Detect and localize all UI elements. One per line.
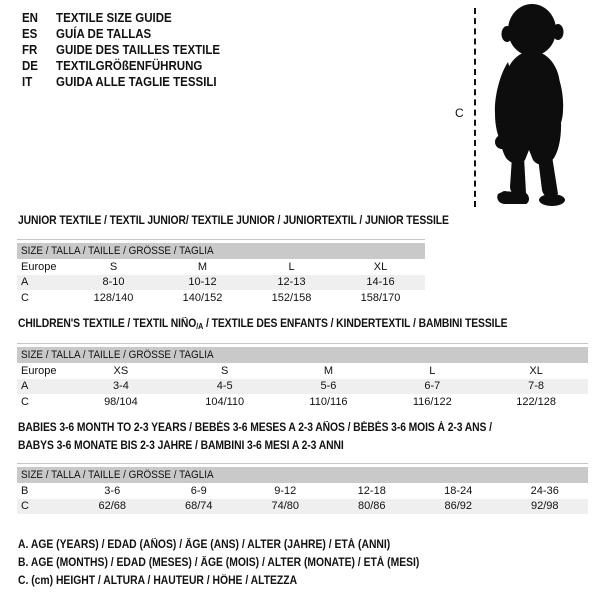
language-code: EN: [22, 11, 38, 25]
table-row-months: [17, 483, 588, 499]
height-cell: 140/152: [182, 291, 223, 304]
table-row-height: [17, 290, 425, 306]
height-cell: 158/170: [360, 291, 401, 304]
height-measure-label: C: [455, 106, 464, 120]
size-header-label: SIZE / TALLA / TAILLE / GRÖSSE / TAGLIA: [21, 469, 214, 481]
size-cell: S: [221, 364, 229, 377]
age-cell: 8-10: [102, 276, 125, 289]
size-header-label: SIZE / TALLA / TAILLE / GRÖSSE / TAGLIA: [21, 349, 214, 361]
row-label: A: [21, 380, 29, 393]
size-cell: XL: [373, 260, 388, 273]
babies-size-table: [17, 463, 588, 514]
height-cell: 74/80: [271, 500, 300, 513]
size-cell: S: [109, 260, 118, 273]
size-cell: L: [429, 364, 436, 377]
row-label: A: [21, 276, 29, 289]
table-row-height: [17, 394, 588, 410]
height-cell: 86/92: [444, 500, 473, 513]
children-title-sub: /A: [196, 322, 204, 331]
table-top-rule: [17, 463, 588, 464]
junior-table-grid: [17, 259, 425, 306]
note-age-years: A. AGE (YEARS) / EDAD (AÑOS) / ÂGE (ANS) / ALTER (JAHRE) / ETÀ (ANNI): [18, 539, 391, 551]
language-row: [22, 26, 220, 42]
children-title-pre: CHILDREN'S TEXTILE / TEXTIL NIÑO: [18, 318, 197, 330]
height-cell: 62/68: [98, 500, 127, 513]
size-header-bar: [17, 243, 425, 259]
table-top-rule: [17, 239, 425, 240]
months-cell: 9-12: [274, 484, 297, 497]
language-title: TEXTILE SIZE GUIDE: [56, 11, 172, 25]
language-title: GUIDA ALLE TAGLIE TESSILI: [56, 75, 217, 89]
age-cell: 5-6: [320, 380, 337, 393]
children-section-title: [18, 318, 508, 331]
language-list: [22, 10, 237, 90]
months-cell: 3-6: [104, 484, 121, 497]
babies-section-title: [18, 420, 492, 455]
children-table-grid: [17, 363, 588, 410]
language-code: DE: [22, 59, 38, 73]
row-label: B: [21, 484, 29, 497]
row-label: C: [21, 500, 29, 513]
language-code: ES: [22, 27, 38, 41]
height-cell: 92/98: [530, 500, 559, 513]
height-cell: 98/104: [104, 395, 138, 408]
table-row-height: [17, 499, 588, 515]
language-row: [22, 42, 220, 58]
height-cell: 152/158: [271, 291, 312, 304]
age-cell: 14-16: [366, 276, 395, 289]
table-row-age: [17, 275, 425, 291]
children-size-table: [17, 343, 588, 410]
babies-title-line1: BABIES 3-6 MONTH TO 2-3 YEARS / BEBÉS 3-6 MESES A 2-3 AÑOS / BÉBÉS 3-6 MOIS À 2-3 ANS /: [18, 422, 492, 434]
age-cell: 10-12: [188, 276, 217, 289]
age-cell: 6-7: [424, 380, 441, 393]
size-header-label: SIZE / TALLA / TAILLE / GRÖSSE / TAGLIA: [21, 245, 214, 257]
size-header-bar: [17, 467, 588, 483]
size-cell: XS: [113, 364, 129, 377]
size-header-bar: [17, 347, 588, 363]
age-cell: 3-4: [112, 380, 129, 393]
table-row-europe: [17, 363, 588, 379]
height-cell: 68/74: [184, 500, 213, 513]
height-cell: 116/122: [412, 395, 452, 408]
language-title: GUIDE DES TAILLES TEXTILE: [56, 43, 221, 57]
junior-size-table: [17, 239, 425, 306]
language-row: [22, 74, 220, 90]
size-cell: M: [323, 364, 334, 377]
months-cell: 6-9: [190, 484, 207, 497]
size-cell: M: [197, 260, 208, 273]
row-label: C: [21, 395, 29, 408]
table-row-age: [17, 379, 588, 395]
age-cell: 4-5: [216, 380, 233, 393]
toddler-silhouette-icon: [480, 2, 578, 210]
months-cell: 18-24: [444, 484, 473, 497]
table-top-rule: [17, 343, 588, 344]
language-code: FR: [22, 43, 38, 57]
age-cell: 7-8: [528, 380, 545, 393]
language-title: GUÍA DE TALLAS: [56, 27, 152, 41]
language-row: [22, 58, 220, 74]
note-age-months: B. AGE (MONTHS) / EDAD (MESES) / ÂGE (MOIS) / ALTER (MONATE) / ETÀ (MESI): [18, 557, 420, 569]
age-cell: 12-13: [277, 276, 306, 289]
legend-notes: [18, 536, 464, 590]
height-cell: 80/86: [357, 500, 386, 513]
months-cell: 12-18: [357, 484, 386, 497]
note-height-cm: C. (cm) HEIGHT / ALTURA / HAUTEUR / HÖHE / ALTEZZA: [18, 575, 298, 587]
height-cell: 110/116: [309, 395, 348, 408]
row-label: Europe: [21, 260, 57, 273]
language-code: IT: [22, 75, 33, 89]
height-cell: 104/110: [205, 395, 245, 408]
babies-table-grid: [17, 483, 588, 514]
row-label: C: [21, 291, 29, 304]
language-row: [22, 10, 220, 26]
language-title: TEXTILGRÖßENFÜHRUNG: [56, 59, 203, 73]
height-cell: 128/140: [93, 291, 134, 304]
months-cell: 24-36: [530, 484, 559, 497]
size-cell: XL: [529, 364, 543, 377]
babies-title-line2: BABYS 3-6 MONATE BIS 2-3 JAHRE / BAMBINI 3-6 MESI A 2-3 ANNI: [18, 439, 344, 452]
table-row-europe: [17, 259, 425, 275]
height-measure-dashed-line: [474, 8, 476, 207]
size-cell: L: [288, 260, 295, 273]
junior-section-title: JUNIOR TEXTILE / TEXTIL JUNIOR/ TEXTILE JUNIOR / JUNIORTEXTIL / JUNIOR TESSILE: [18, 215, 449, 227]
height-cell: 122/128: [516, 395, 556, 408]
children-title-post: / TEXTILE DES ENFANTS / KINDERTEXTIL / BAMBINI TESSILE: [203, 318, 508, 330]
row-label: Europe: [21, 364, 57, 377]
